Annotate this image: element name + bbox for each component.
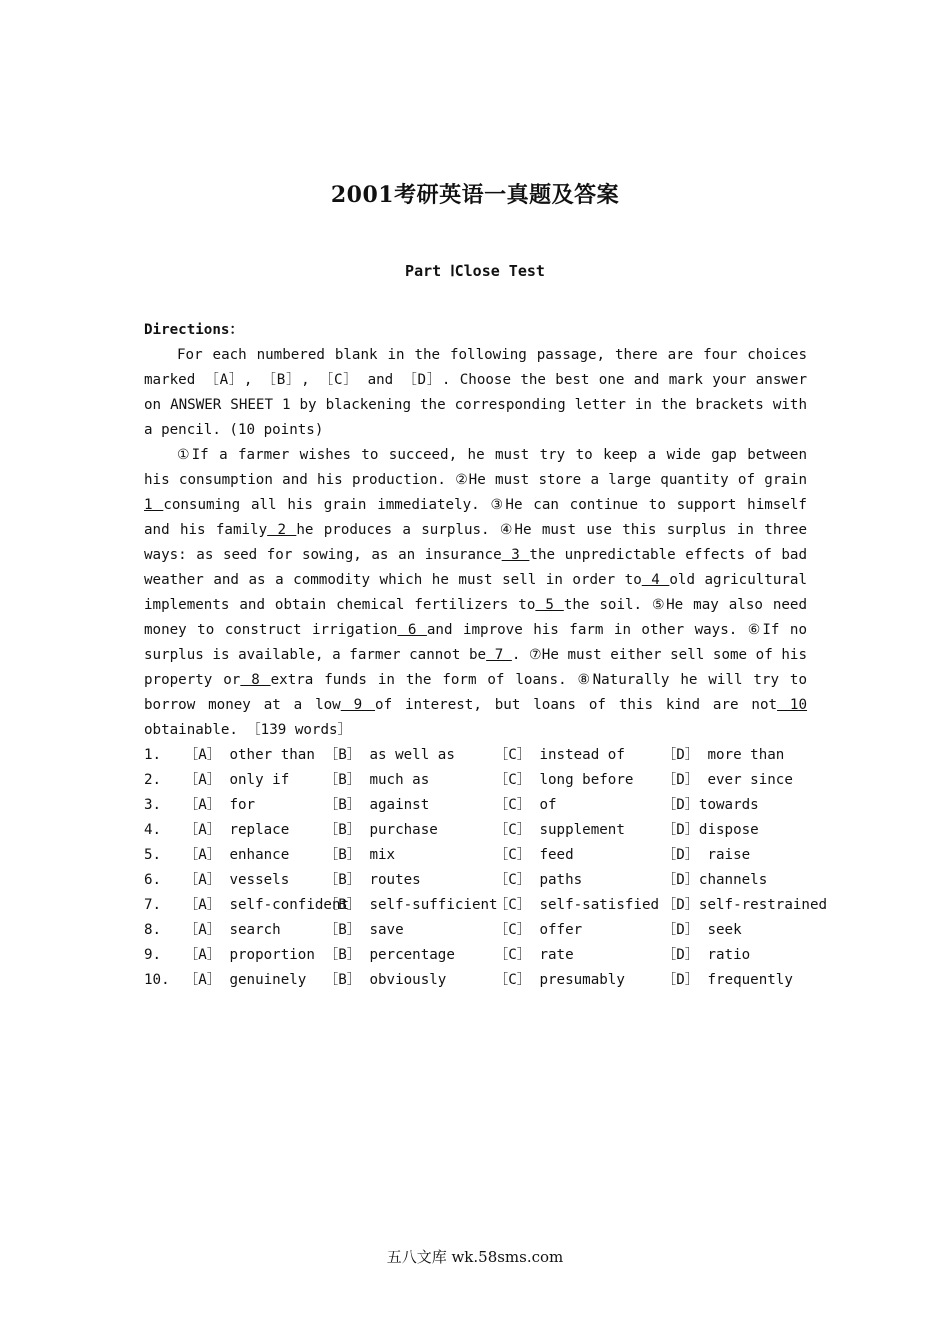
question-row [144, 868, 807, 893]
passage-text: old agricultural implements and obtain chemical fertilizers to [144, 572, 808, 613]
question-row [144, 918, 807, 943]
option-b: ［B］ obviously [324, 972, 447, 988]
option-c: ［C］ self-satisfied [494, 897, 660, 913]
passage-text: . ⑦He must either sell some of his property or [144, 647, 808, 688]
option-d: ［D］ seek [662, 922, 742, 938]
option-b: ［B］ mix [324, 847, 396, 863]
blank-7: 7 [486, 647, 512, 663]
blank-3: 3 [501, 547, 530, 563]
option-a: ［A］ genuinely [184, 972, 307, 988]
passage-text: extra funds in the form of loans. ⑧Naturally he will try to borrow money at a low [144, 672, 807, 713]
document-body [144, 318, 828, 993]
page-title: 2001考研英语一真题及答案 [330, 182, 620, 208]
option-d: ［D］ ever since [662, 772, 793, 788]
blank-5: 5 [535, 597, 564, 613]
blank-1: 1 [144, 497, 164, 513]
blank-9: 9 [340, 697, 376, 713]
passage-text: obtainable. ［139 words］ [144, 722, 352, 738]
question-number: 1. [144, 747, 162, 763]
option-d: ［D］channels [662, 872, 768, 888]
option-a: ［A］ proportion [184, 947, 315, 963]
passage-text: of interest, but loans of this kind are not [375, 697, 778, 713]
passage-text: consuming all his grain immediately. ③He can continue to support himself and his family [144, 497, 807, 538]
blank-10: 10 [777, 697, 808, 713]
option-c: ［C］ paths [494, 872, 583, 888]
option-a: ［A］ other than [184, 747, 315, 763]
option-a: ［A］ search [184, 922, 281, 938]
option-b: ［B］ routes [324, 872, 421, 888]
option-c: ［C］ offer [494, 922, 583, 938]
question-row [144, 968, 807, 993]
option-d: ［D］ frequently [662, 972, 793, 988]
option-d: ［D］ ratio [662, 947, 751, 963]
option-a: ［A］ replace [184, 822, 290, 838]
question-row [144, 843, 807, 868]
option-a: ［A］ vessels [184, 872, 290, 888]
option-a: ［A］ enhance [184, 847, 290, 863]
question-number: 3. [144, 797, 162, 813]
question-number: 2. [144, 772, 162, 788]
passage-text: the unpredictable effects of bad weather and as a commodity which he must sell in order to [144, 547, 807, 588]
option-a: ［A］ for [184, 797, 256, 813]
option-d: ［D］towards [662, 797, 759, 813]
option-c: ［C］ supplement [494, 822, 625, 838]
passage-text: the soil. ⑤He may also need money to construct irrigation [144, 597, 808, 638]
option-b: ［B］ purchase [324, 822, 438, 838]
passage-text: and improve his farm in other ways. ⑥If no surplus is available, a farmer cannot be [144, 622, 807, 663]
footer-watermark: 五八文库 wk.58sms.com [386, 1248, 564, 1266]
blank-6: 6 [397, 622, 427, 638]
question-number: 10. [144, 972, 170, 988]
option-c: ［C］ of [494, 797, 557, 813]
option-d: ［D］dispose [662, 822, 759, 838]
option-b: ［B］ percentage [324, 947, 455, 963]
option-b: ［B］ as well as [324, 747, 455, 763]
option-d: ［D］self-restrained [662, 897, 828, 913]
option-a: ［A］ only if [184, 772, 290, 788]
question-number: 7. [144, 897, 162, 913]
option-c: ［C］ long before [494, 772, 634, 788]
question-row [144, 943, 807, 968]
option-b: ［B］ much as [324, 772, 430, 788]
option-b: ［B］ self-sufficient [324, 897, 498, 913]
question-number: 6. [144, 872, 162, 888]
question-number: 8. [144, 922, 162, 938]
option-b: ［B］ save [324, 922, 404, 938]
option-c: ［C］ presumably [494, 972, 625, 988]
option-c: ［C］ instead of [494, 747, 625, 763]
question-number: 9. [144, 947, 162, 963]
blank-8: 8 [240, 672, 271, 688]
question-row [144, 768, 807, 793]
cloze-passage [144, 443, 807, 743]
question-row [144, 893, 828, 918]
option-d: ［D］ raise [662, 847, 751, 863]
question-number: 4. [144, 822, 162, 838]
question-row [144, 743, 807, 768]
option-a: ［A］ self-confident [184, 897, 350, 913]
question-number: 5. [144, 847, 162, 863]
question-row [144, 793, 807, 818]
part-heading: Part ⅠClose Test [405, 262, 545, 280]
question-row [144, 818, 807, 843]
option-c: ［C］ feed [494, 847, 574, 863]
passage-text: he produces a surplus. ④He must use this surplus in three ways: as seed for sowing, as an insurance [144, 522, 807, 563]
option-b: ［B］ against [324, 797, 430, 813]
option-d: ［D］ more than [662, 747, 785, 763]
blank-2: 2 [267, 522, 297, 538]
blank-4: 4 [641, 572, 670, 588]
passage-text: ①If a farmer wishes to succeed, he must try to keep a wide gap between his consumption and his production. ②He must store a large quantity of grain [144, 447, 807, 488]
option-c: ［C］ rate [494, 947, 574, 963]
question-list [144, 743, 828, 993]
directions-label: Directions： [144, 322, 244, 338]
directions-text: For each numbered blank in the following passage, there are four choices marked ［A］, ［B］, ［C］ and ［D］. Choose the best one and mark your answer on ANSWER SHEET 1 by blackening the corresponding letter in the brackets with a pencil. (10 points) [144, 347, 807, 438]
